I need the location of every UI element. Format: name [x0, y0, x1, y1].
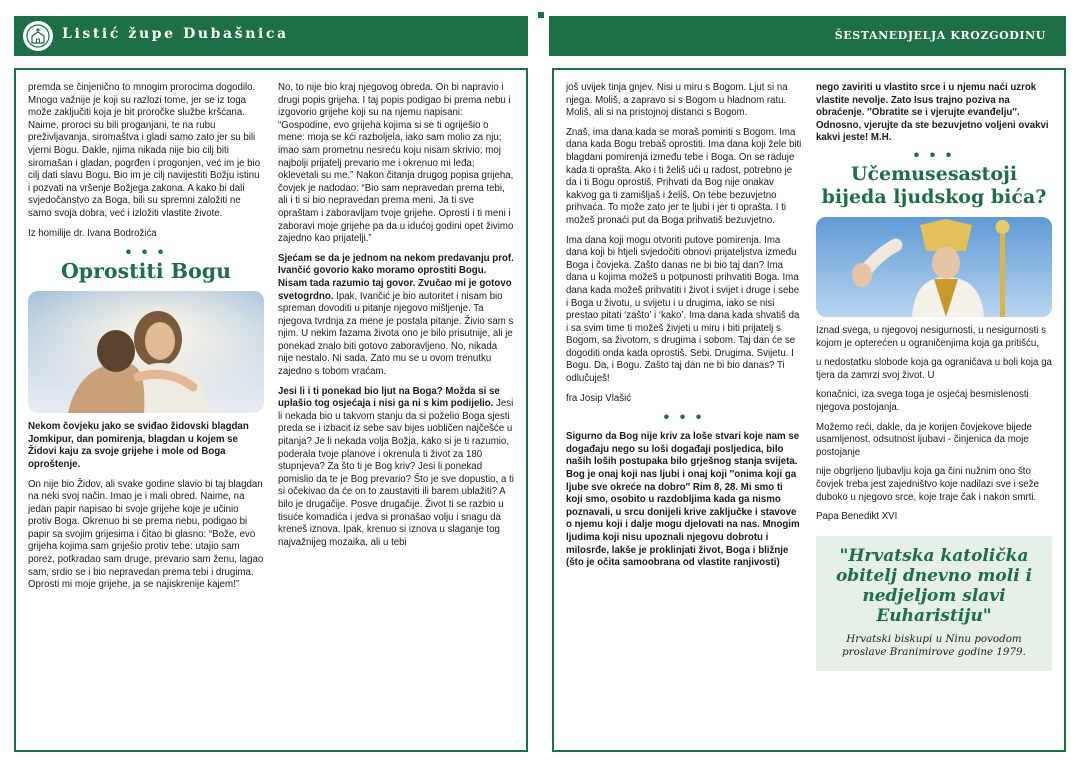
- story-lead: Nekom čovjeku jako se sviđao židovski blagdan Jomkipur, dan pomirenja, blagdan u kojem se Židovi kaju za svoje grijehe i mole od Boga oproštenje.: [28, 421, 249, 470]
- newsletter-title: Listić župe Dubašnica: [62, 26, 289, 42]
- story-continuation: No, to nije bio kraj njegovog obreda. On bi napravio i drugi popis grijeha. I taj popis podigao bi prema nebu i izgovorio grijehe koji su na njemu napisani: “Gospodine, evo grijeha kojima si se ti ogriješio o mene: moja se kći razboljela, iako sam molio za nju; imao sam prometnu nesreću koju nisam skrivio; moj najbolji prijatelj prevario me i okrenuo mi leđa; oklevetali su me.” Nakon čitanja drugog popisa grijeha, čovjek je nadodao: “Bio sam nepravedan prema tebi, ali i ti si bio nepravedan prema meni. Ja ti sve opraštam i zaboravljam tvoje grijehe. Oprosti i ti meni i zaboravi moje grijehe pa da u idućoj godini opet živimo zajedno kao prijatelji.”: [278, 82, 514, 245]
- misery-text-4: Možemo reći, dakle, da je korijen čovjekove bijede usamljenost, odsutnost ljubavi - činjenica da moje postojanje: [816, 421, 1032, 458]
- sunday-title: ŠESTANEDJELJA KROZGODINU: [834, 29, 1046, 42]
- conversion-text: nego zaviriti u vlastito srce i u njemu naći uzrok vlastite nevolje. Zato Isus trajno poziva na obraćenje. ″Obratite se i vjerujte evanđelju″. Odnosno, vjerujte da ste bezuvjetno voljeni ovakvi kakvi jeste! M.H.: [816, 82, 1049, 144]
- ivancic-paragraph: [278, 253, 514, 379]
- section-dots: • • •: [663, 409, 705, 427]
- quote-box: [816, 536, 1052, 671]
- page1-column1: [28, 82, 264, 748]
- author-vlasic: fra Josip Vlašić: [566, 392, 632, 404]
- page1-column2: [278, 82, 514, 748]
- homily-source: Iz homilije dr. Ivana Bodrožića: [28, 227, 157, 239]
- header-right: [549, 16, 1066, 56]
- author-benedikt: Papa Benedikt XVI: [816, 511, 898, 523]
- ivancic-text: Ipak, Ivančić je bio autoritet i nisam bio spreman dovoditi u pitanje njegovo mišljenje. Ta njegova tvrdnja za mene je postala pitanje. Živio sam s njim. U nekim fazama života ono je bilo prisutnije, ali je ponekad znalo biti gotovo zaboravljeno. No, nikada nije nestalo. Ni sada. Zato mu se u ovom trenutku zajedno s tobom vraćam.: [278, 290, 514, 378]
- page-divider: [538, 12, 544, 18]
- header-left: [14, 16, 528, 56]
- anger-text: Jesi li nekada bio u takvom stanju da si poželio Boga sjesti preda se i izbacit iz sebe sav bijes uobličen najčešće u pitanja? Je li nekada volja Božja, kako si je ti razumio, poderala tvoje planove i okrenula ti život za 180 stupnjeva? Za što ti je Bog kriv? Jesi li ponekad pomislio da te je Bog prevario? Što je sve dopustio, a ti si očekivao da će on to zaustaviti ili barem ublažiti? A bilo je drugačije. Posve drugačije. Život ti se razbio u tisuće komadića i jedva si pronašao volju i snagu da kreneš iznova. Ipak, krenuo si iznova u slaganje tog najvažnijeg mozaika, ali u tebi: [278, 398, 514, 548]
- section-dots: • • •: [125, 244, 167, 262]
- page2-column2: [816, 82, 1052, 748]
- anger-lead: Jesi li i ti ponekad bio ljut na Boga? Možda si se uplašio tog osjećaja i nisi ga ni s kim podijelio.: [278, 385, 500, 410]
- misery-text-3: konačnici, iza svega toga je osjećaj besmislenosti njegova postojanja.: [816, 389, 1029, 413]
- church-logo-icon: [23, 21, 53, 51]
- story-text: On nije bio Židov, ali svake godine slavio bi taj blagdan na neki svoj način. Imao je i mali obred. Naime, na jedan papir napisao bi svoje grijehe koje je učinio protiv Boga. Okrenuo bi se prema nebu, podigao bi papir sa svojim grijesima i čitao bi glasno: “Bože, evo grijeha kojima sam griješio protiv tebe: utajio sam porez, potkradao sam druge, prevario sam ženu, lagao sam, srdio se i bio nepravedan prema tebi i drugima. Oprosti mi moje grijehe, ja se najiskrenije kajem!”: [28, 478, 264, 591]
- section-title-oprostiti: Oprostiti Bogu: [60, 259, 232, 284]
- anger-paragraph: [278, 386, 514, 550]
- jesus-embrace-image: [28, 291, 264, 413]
- reconcile-text: Znaš, ima dana kada se moraš pomiriti s Bogom. Ima dana kada Bogu trebaš oprostiti. Ima dana koji žele biti blagdani pomirenja između tebe i Boga. On se raduje kada ti oprašta. Ako i ti želiš ući u radost, potrebno je da i ti Bogu oprostiš. Prihvati da Bog nije onakav kakvog ga ti zamišljaš i želiš. On tebe bezuvjetno prihvaća. To može zato jer te ljubi i jer ti oprašta. I ti možeš pronaći put da Boga prihvatiš bezuvjetno.: [566, 126, 802, 226]
- cold-war-text: još uvijek tinja gnjev. Nisi u miru s Bogom. Ljut si na njega. Moliš, a zapravo si s Bogom u hladnom ratu. Moliš, ali si na pristojnoj distanci s Bogom.: [566, 82, 788, 119]
- misery-text-2: u nedostatku slobode koja ga ograničava u boli koja ga tjera da zamrzi svoj život. U: [816, 357, 1052, 381]
- god-not-guilty-text: Sigurno da Bog nije kriv za loše stvari koje nam se događaju nego su loši događaji posljedica, bilo naših loših postupaka bilo grješnog stanja svijeta. Bog je onaj koji nas ljubi i onaj koji ″onima koji ga ljube sve okreće na dobro″ Rim 8, 28. Mi smo ti koji smo, osobito u razdobljima kada ga nismo poznavali, u srcu donijeli krive zaključke i stavove o njemu koji i dalje mogu djelovati na nas. Mnogim ljudima koji nisu upoznali njegovu dobrotu i milosrđe, lakše je proklinjati život, Boga i bližnje (što je očita samoobrana od vlastite ranjivosti): [566, 431, 800, 569]
- page2-column1: [566, 82, 802, 748]
- misery-text-1: Iznad svega, u njegovoj nesigurnosti, u nesigurnosti s kojom je opterećen u ograničenjima koja ga pritišću,: [816, 324, 1046, 349]
- bishops-quote: "Hrvatska katolička obitelj dnevno moli i nedjeljom slavi Euharistiju": [835, 545, 1033, 626]
- ivancic-lead: Sjećam se da je jednom na nekom predavanju prof. Ivančić govorio kako moramo oprostiti Bogu. Nisam tada razumio taj govor. Zvučao mi je gotovo svetogrdno.: [278, 252, 514, 302]
- pope-benedict-image: [816, 217, 1052, 317]
- quote-source: Hrvatski biskupi u Ninu povodom proslave Branimirove godine 1979.: [842, 632, 1026, 658]
- days-text: Ima dana koji mogu otvoriti putove pomirenja. Ima dana koji bi htjeli svjedočiti obnovi prijateljstva između Boga i čovjeka. Zašto danas ne bi bio taj dan? Ima dana u kojima možeš u potpunosti prihvatiti Boga. Ima dana kada možeš prihvatiti i život i svijet i druge i sebe i Boga u životu, u svijetu i u drugima, iako se nisi prestao pitati ‘zašto’ i ‘kako’. Ima dana kada shvatiš da i sa svim time ti možeš živjeti u miru i biti prijatelj s Bogom, sa životom, s drugima i sobom. Taj dan će se dogoditi onda kada oprostiš. Sebi. Drugima. Svijetu. I Bogu. Da, i Bogu. Zašto taj dan ne bi bio danas? Ti odlučuješ!: [566, 234, 800, 385]
- misery-text-5: nije obgrljeno ljubavlju koja ga čini nužnim ono što čovjek treba jest zajedništvo koje nadilazi sve i seže duboko u njegovo srce, koje traje čak i nakon smrti.: [816, 466, 1039, 503]
- homily-text: premda se činjenično to mnogim prorocima dogodilo. Mnogo važnije je koji su razlozi tome, jer se iz toga može zaključiti koja je bit proročke službe kršćana. Naime, proroci su bili proganjani, te na rubu preživljavanja, siromaštva i gladi samo zato jer su bili vjerni Bogu. Dakle, njima nikada nije bio cilj biti siromašan i gladan, pogrđen i progonjen, već im je bio cilj dati slavu Bogu. Bio im je cilj navijestiti Božju istinu i pozvati na vršenje Božjega zakona. A kako bi dali svjedočanstvo za Boga, bili su spremni založiti ne samo svoja dobra, već i izložiti vlastite živote.: [28, 82, 261, 219]
- section-title-bijeda: [816, 163, 1052, 209]
- section-dots: • • •: [913, 146, 955, 164]
- section-title-line1: Učemusesastoji: [850, 162, 1018, 185]
- section-title-line2: bijeda ljudskog bića?: [821, 185, 1047, 208]
